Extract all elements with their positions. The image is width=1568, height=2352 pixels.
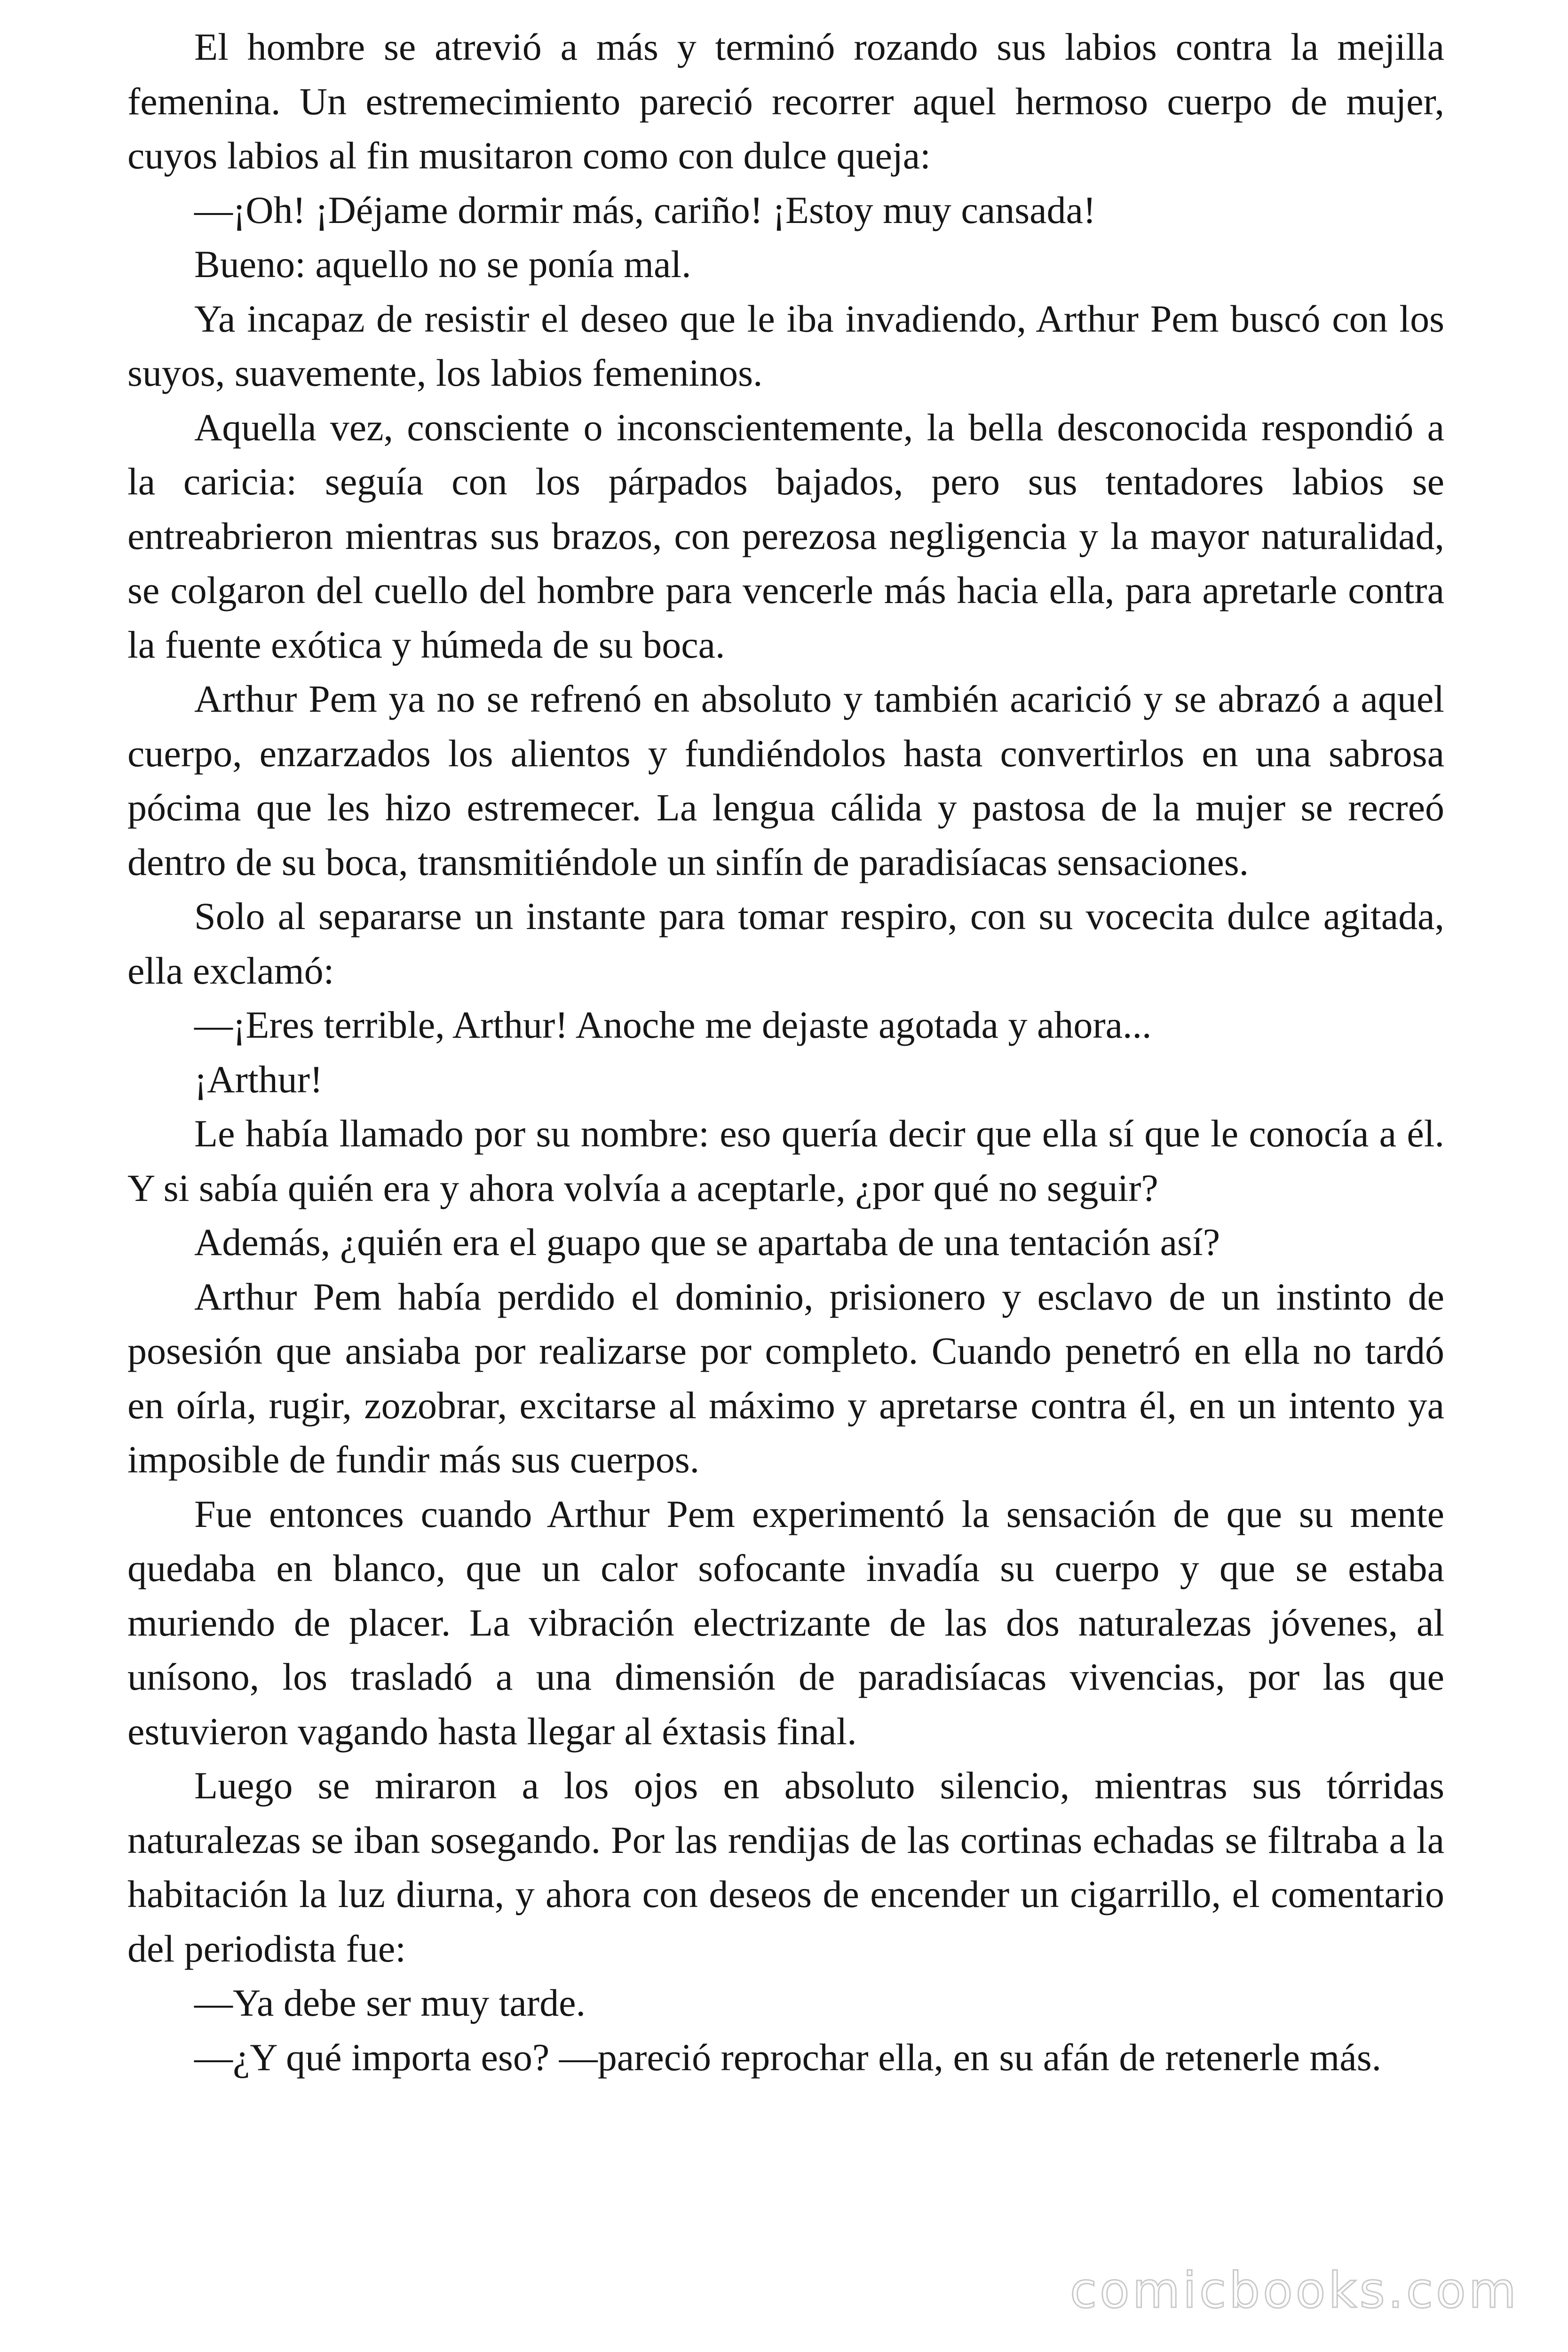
paragraph: Fue entonces cuando Arthur Pem experimentó la sensación de que su mente quedaba en blanco, que un calor sofocante invadía su cuerpo y que se estaba muriendo de placer. La vibración electrizante de las dos naturalezas jóvenes, al unísono, los trasladó a una dimensión de paradisíacas vivencias, por las que estuvieron vagando hasta llegar al éxtasis final. [127,1492,1444,1753]
paragraph: Solo al separarse un instante para tomar respiro, con su vocecita dulce agitada, ella exclamó: [127,895,1444,992]
paragraph: —¡Eres terrible, Arthur! Anoche me dejaste agotada y ahora... [194,1003,1152,1046]
paragraph: El hombre se atrevió a más y terminó rozando sus labios contra la mejilla femenina. Un estremecimiento pareció recorrer aquel hermoso cuerpo de mujer, cuyos labios al fin musitaron como con dulce queja: [127,25,1444,177]
paragraph: —Ya debe ser muy tarde. [194,1981,586,2024]
paragraph: Ya incapaz de resistir el deseo que le iba invadiendo, Arthur Pem buscó con los suyos, suavemente, los labios femeninos. [127,297,1444,394]
paragraph: —¡Oh! ¡Déjame dormir más, cariño! ¡Estoy muy cansada! [194,188,1096,231]
paragraph: ¡Arthur! [194,1057,323,1101]
paragraph: Arthur Pem ya no se refrenó en absoluto y también acarició y se abrazó a aquel cuerpo, enzarzados los alientos y fundiéndolos hasta convertirlos en una sabrosa pócima que les hizo estremecer. La lengua cálida y pastosa de la mujer se recreó dentro de su boca, transmitiéndole un sinfín de paradisíacas sensaciones. [127,677,1444,883]
paragraph: —¿Y qué importa eso? —pareció reprochar ella, en su afán de retenerle más. [194,2035,1382,2079]
paragraph: Aquella vez, consciente o inconscientemente, la bella desconocida respondió a la caricia: seguía con los párpados bajados, pero sus tentadores labios se entreabrieron mientras sus brazos, con perezosa negligencia y la mayor naturalidad, se colgaron del cuello del hombre para vencerle más hacia ella, para apretarle contra la fuente exótica y húmeda de su boca. [127,405,1444,666]
paragraph: Bueno: aquello no se ponía mal. [194,243,691,286]
paragraph: Arthur Pem había perdido el dominio, prisionero y esclavo de un instinto de posesión que ansiaba por realizarse por completo. Cuando penetró en ella no tardó en oírla, rugir, zozobrar, excitarse al máximo y apretarse contra él, en un intento ya imposible de fundir más sus cuerpos. [127,1275,1444,1481]
paragraph: Luego se miraron a los ojos en absoluto silencio, mientras sus tórridas naturalezas se iban sosegando. Por las rendijas de las cortinas echadas se filtraba a la habitación la luz diurna, y ahora con deseos de encender un cigarrillo, el comentario del periodista fue: [127,1764,1444,1970]
paragraph: Le había llamado por su nombre: eso quería decir que ella sí que le conocía a él. Y si sabía quién era y ahora volvía a aceptarle, ¿por qué no seguir? [127,1112,1444,1209]
document-page [127,20,1444,2084]
paragraph: Además, ¿quién era el guapo que se apartaba de una tentación así? [194,1221,1220,1263]
watermark-text: comicbooks.com [1069,2262,1519,2319]
